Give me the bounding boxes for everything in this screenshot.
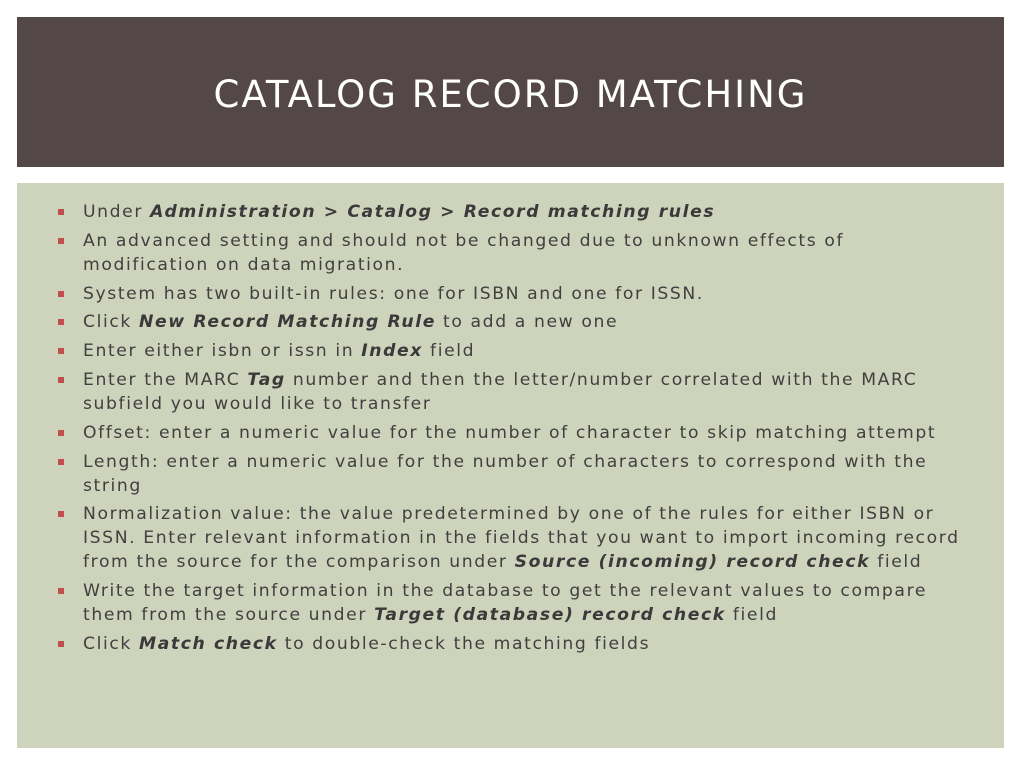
bullet-square-icon xyxy=(58,430,64,436)
bullet-item xyxy=(83,421,974,445)
bullet-text: field xyxy=(725,605,778,626)
button-name-emphasis: Match check xyxy=(139,633,278,654)
bullet-item xyxy=(83,229,974,277)
bullet-text: System has two built-in rules: one for ISBN and one for ISSN. xyxy=(83,283,704,304)
bullet-text: Enter the MARC xyxy=(83,369,248,390)
bullet-square-icon xyxy=(58,459,64,465)
bullet-text: Normalization value: the value predetermined by one of the rules for either ISBN or ISSN. Enter relevant information in the fields that you want to import incoming record from the source for the comparison under xyxy=(83,504,960,573)
bullet-item xyxy=(83,200,974,224)
bullet-square-icon xyxy=(58,641,64,647)
bullet-text: Enter either isbn or issn in xyxy=(83,341,362,362)
bullet-square-icon xyxy=(58,511,64,517)
bullet-text: Click xyxy=(83,312,140,333)
bullet-text: An advanced setting and should not be changed due to unknown effects of modification on data migration. xyxy=(83,230,845,275)
bullet-text: Under xyxy=(83,202,151,222)
bullet-item xyxy=(83,632,974,656)
button-name-emphasis: New Record Matching Rule xyxy=(139,312,436,333)
bullet-text: Write the target information in the database to get the relevant values to compare them from the source under xyxy=(83,581,928,626)
bullet-square-icon xyxy=(58,588,64,594)
bullet-item xyxy=(83,502,974,574)
menu-path-emphasis: Administration > Catalog > Record matching rules xyxy=(150,202,716,222)
bullet-square-icon xyxy=(58,377,64,383)
bullet-square-icon xyxy=(58,291,64,297)
bullet-list xyxy=(17,183,1004,656)
field-name-emphasis: Index xyxy=(361,341,423,362)
bullet-item xyxy=(83,310,974,334)
bullet-item xyxy=(83,339,974,363)
field-name-emphasis: Source (incoming) record check xyxy=(514,552,871,573)
bullet-text: to double-check the matching fields xyxy=(277,633,651,654)
bullet-square-icon xyxy=(58,209,64,215)
content-panel xyxy=(17,183,1004,748)
slide-title: CATALOG RECORD MATCHING xyxy=(213,72,808,116)
bullet-item xyxy=(83,282,974,306)
bullet-square-icon xyxy=(58,319,64,325)
bullet-text: field xyxy=(422,341,476,362)
bullet-text: to add a new one xyxy=(435,312,619,333)
bullet-text: Click xyxy=(83,633,140,654)
bullet-square-icon xyxy=(58,348,64,354)
bullet-item xyxy=(83,368,974,416)
bullet-text: field xyxy=(870,552,923,573)
bullet-item xyxy=(83,579,974,627)
bullet-square-icon xyxy=(58,238,64,244)
field-name-emphasis: Tag xyxy=(247,369,286,390)
bullet-item xyxy=(83,450,974,498)
bullet-text: Offset: enter a numeric value for the number of character to skip matching attempt xyxy=(83,422,937,443)
bullet-text: number and then the letter/number correlated with the MARC subfield you would like to transfer xyxy=(83,369,918,414)
field-name-emphasis: Target (database) record check xyxy=(374,605,726,626)
title-band xyxy=(17,17,1004,167)
bullet-text: Length: enter a numeric value for the number of characters to correspond with the string xyxy=(83,451,928,496)
